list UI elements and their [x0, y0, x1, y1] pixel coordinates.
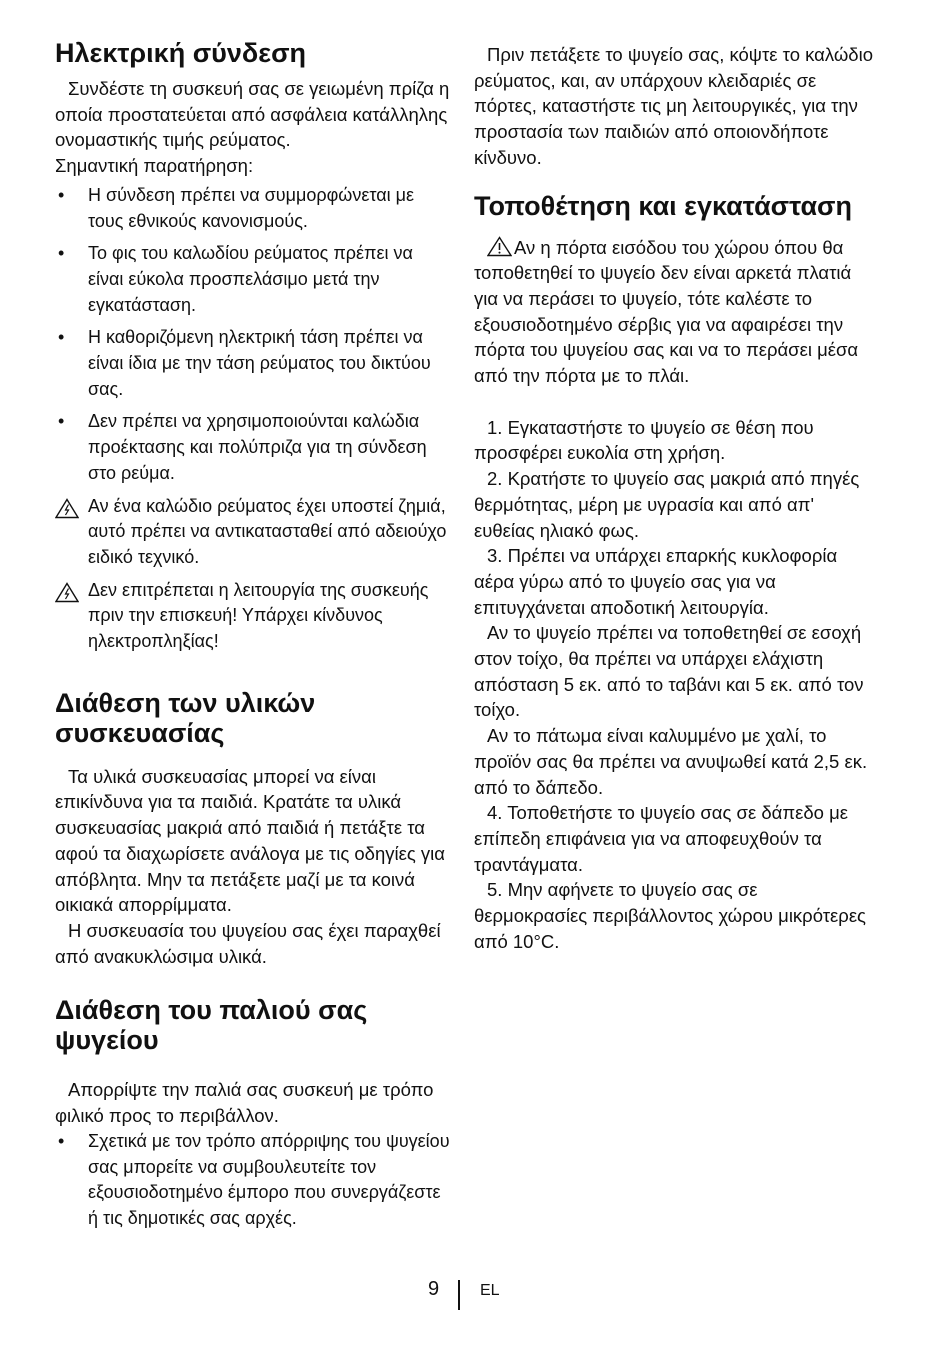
list-item: [55, 1129, 450, 1232]
heading-old-fridge-disposal: Διάθεση του παλιού σας ψυγείου: [55, 995, 368, 1056]
bullet-text: Σχετικά με τον τρόπο απόρριψης του ψυγείου σας μπορείτε να συμβουλευτείτε τον εξουσιοδοτημένο έμπορο που συνεργάζεστε ή τις δημοτικές σας αρχές.: [88, 1130, 450, 1228]
bullet-marker: •: [58, 1130, 65, 1151]
installation-step: 3. Πρέπει να υπάρχει επαρκής κυκλοφορία αέρα γύρω από το ψυγείο σας για να επιτυγχάνεται αποδοτική λειτουργία.: [474, 545, 838, 618]
language-code: EL: [480, 1282, 500, 1299]
packaging-paragraph-2: Η συσκευασία του ψυγείου σας έχει παραχθεί από ανακυκλώσιμα υλικά.: [55, 919, 441, 967]
spacer: [55, 969, 450, 995]
important-note-label: Σημαντική παρατήρηση:: [55, 155, 254, 177]
packaging-paragraph-1: Τα υλικά συσκευασίας μπορεί να είναι επικίνδυνα για τα παιδιά. Κρατάτε τα υλικά συσκευασίας μακριά από παιδιά ή πετάξτε τα αφού τα διαχωρίσετε ανάλογα με τις οδηγίες για απόβλητα. Μην τα πετάξετε μαζί με τα κοινά οικιακά απορρίμματα.: [55, 765, 445, 916]
footer-divider: [458, 1280, 460, 1310]
bullet-marker: •: [58, 184, 65, 205]
bullet-marker: •: [58, 327, 65, 348]
page-footer: [0, 1278, 950, 1312]
heading-placement-installation: Τοποθέτηση και εγκατάσταση: [474, 190, 852, 221]
right-column: [474, 42, 874, 955]
warning-text: Δεν επιτρέπεται η λειτουργία της συσκευής πριν την επισκευή! Υπάρχει κίνδυνος ηλεκτροπληξίας!: [88, 579, 429, 652]
installation-step: 1. Εγκαταστήστε το ψυγείο σε θέση που προσφέρει ευκολία στη χρήση.: [474, 416, 814, 464]
old-fridge-bullet-list: [55, 1129, 450, 1232]
bullet-text: Το φις του καλωδίου ρεύματος πρέπει να είναι εύκολα προσπελάσιμο μετά την εγκατάσταση.: [88, 243, 413, 315]
warning-damaged-cable: [55, 494, 450, 571]
list-item: [55, 325, 450, 402]
warning-no-operation: [55, 578, 450, 655]
installation-step: Αν το ψυγείο πρέπει να τοποθετηθεί σε εσοχή στον τοίχο, θα πρέπει να υπάρχει ελάχιστη απόσταση 5 εκ. από το ταβάνι και 5 εκ. από τον τοίχο.: [474, 622, 864, 721]
bullet-text: Η σύνδεση πρέπει να συμμορφώνεται με τους εθνικούς κανονισμούς.: [88, 184, 415, 231]
old-fridge-paragraph: Απορρίψτε την παλιά σας συσκευή με τρόπο φιλικό προς το περιβάλλον.: [55, 1079, 434, 1127]
bullet-marker: •: [58, 411, 65, 432]
installation-step: Αν το πάτωμα είναι καλυμμένο με χαλί, το προϊόν σας θα πρέπει να ανυψωθεί κατά 2,5 εκ. από το δάπεδο.: [474, 725, 868, 798]
electrical-bullet-list: [55, 183, 450, 487]
warning-text: Αν ένα καλώδιο ρεύματος έχει υποστεί ζημιά, αυτό πρέπει να αντικατασταθεί από αδειούχο ειδικό τεχνικό.: [88, 495, 447, 567]
bullet-text: Δεν πρέπει να χρησιμοποιούνται καλώδια προέκτασης και πολύπριζα για τη σύνδεση στο ρεύμα.: [88, 411, 427, 483]
installation-step: 4. Τοποθετήστε το ψυγείο σας σε δάπεδο με επίπεδη επιφάνεια για να αποφευχθούν τα τραντάγματα.: [474, 802, 848, 875]
electric-warning-icon: [55, 582, 79, 603]
bullet-marker: •: [58, 243, 65, 264]
bullet-text: Η καθοριζόμενη ηλεκτρική τάση πρέπει να είναι ίδια με την τάση ρεύματος του δικτύου σας.: [88, 327, 431, 399]
list-item: [55, 183, 450, 234]
disposal-intro-paragraph: Πριν πετάξετε το ψυγείο σας, κόψτε το καλώδιο ρεύματος, και, αν υπάρχουν κλειδαριές σε πόρτες, καταστήστε τις μη λειτουργικές, για την προστασία των παιδιών από οποιονδήποτε κίνδυνο.: [474, 44, 873, 168]
placement-warning: [474, 235, 874, 389]
page-number: 9: [428, 1278, 440, 1300]
heading-electrical-connection: Ηλεκτρική σύνδεση: [55, 38, 307, 68]
warning-icon: [487, 236, 512, 257]
left-column: [55, 38, 450, 1239]
warning-text: Αν η πόρτα εισόδου του χώρου όπου θα τοποθετηθεί το ψυγείο δεν είναι αρκετά πλατιά για να περάσει το ψυγείο, τότε καλέστε το εξουσιοδοτημένο σέρβις για να αφαιρέσει την πόρτα του ψυγείου σας και να το περάσει μέσα από την πόρτα με το πλάι.: [474, 236, 859, 387]
heading-packaging-disposal: Διάθεση των υλικών συσκευασίας: [55, 687, 316, 748]
spacer: [55, 662, 450, 688]
electric-warning-icon: [55, 498, 79, 519]
list-item: [55, 241, 450, 318]
installation-step: 2. Κρατήστε το ψυγείο σας μακριά από πηγές θερμότητας, μέρη με υγρασία και από απ' ευθείας ηλιακό φως.: [474, 468, 860, 541]
installation-step: 5. Μην αφήνετε το ψυγείο σας σε θερμοκρασίες περιβάλλοντος χώρου μικρότερες από 10°C.: [474, 879, 866, 952]
list-item: [55, 409, 450, 486]
electrical-intro: Συνδέστε τη συσκευή σας σε γειωμένη πρίζα η οποία προστατεύεται από ασφάλεια κατάλληλης ονομαστικής τιμής ρεύματος.: [55, 78, 450, 151]
